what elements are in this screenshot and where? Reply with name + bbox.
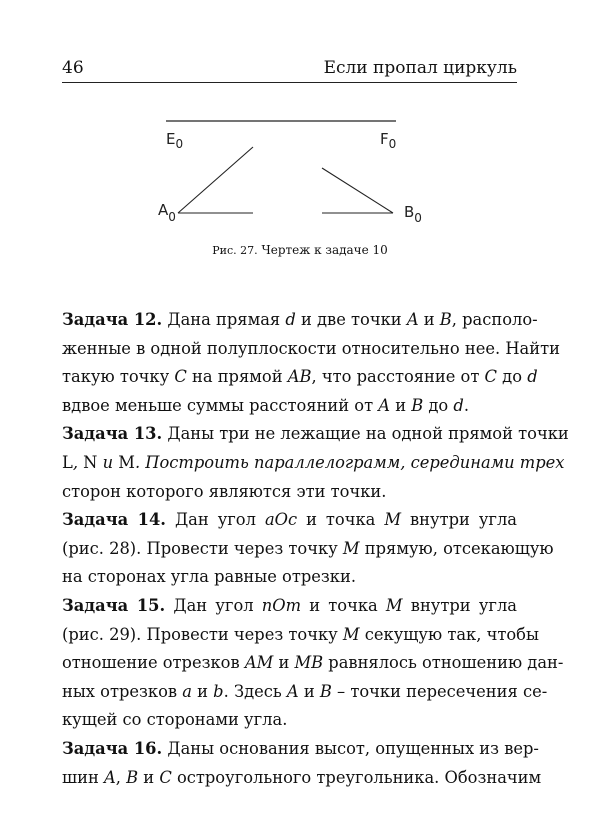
- math-symbol: M: [385, 595, 403, 615]
- math-symbol: ,: [72, 452, 84, 472]
- text-line: [62, 592, 517, 621]
- problem-16: [62, 735, 542, 792]
- text-run: отношение отрезков: [62, 653, 245, 673]
- text-run: ,: [115, 767, 127, 787]
- text-line: [62, 535, 554, 564]
- text-run: M: [118, 452, 135, 472]
- segment-a0-ray: [178, 147, 253, 213]
- text-run: внутри угла: [402, 595, 517, 615]
- construction-svg: [150, 110, 430, 230]
- text-run: , что расстояние от: [311, 367, 485, 387]
- text-line: [62, 649, 564, 678]
- math-symbol: A: [286, 681, 299, 701]
- math-symbol: B: [126, 767, 139, 787]
- figure-27-drawing: [150, 110, 430, 230]
- math-symbol: d: [453, 395, 464, 415]
- math-symbol: M: [384, 510, 402, 530]
- text-run: шин: [62, 767, 105, 787]
- label-f0: $F_0$: [380, 130, 397, 151]
- math-symbol: AM: [244, 653, 274, 673]
- text-run: женные в одной полуплоскости относительно нее. Найти: [62, 338, 560, 358]
- text-run: прямую, отсекающую: [359, 538, 554, 558]
- problems-text: [62, 306, 569, 792]
- text-line: [62, 706, 517, 735]
- caption-prefix: Рис. 27.: [212, 244, 258, 257]
- text-run: и: [390, 395, 412, 415]
- text-run: и точка: [297, 510, 385, 530]
- math-symbol: C: [484, 367, 497, 387]
- text-run: и две точки: [295, 310, 407, 329]
- caption-text: Чертеж к задаче 10: [261, 243, 388, 257]
- math-symbol: B: [411, 395, 424, 415]
- text-run: вдвое меньше суммы расстояний от: [62, 395, 379, 415]
- text-line: [62, 449, 565, 478]
- page-number: 46: [62, 58, 84, 78]
- text-run: до: [423, 395, 454, 415]
- text-run: кущей со сторонами угла.: [62, 710, 288, 730]
- math-symbol: d: [285, 310, 296, 329]
- problem-label: Задача 12.: [62, 310, 163, 329]
- math-symbol: M: [342, 624, 360, 644]
- math-symbol: A: [104, 767, 116, 787]
- text-run: внутри угла: [401, 510, 518, 530]
- text-run: и: [418, 310, 440, 329]
- text-line: [62, 306, 538, 335]
- text-line: [62, 335, 560, 364]
- math-symbol: C: [159, 767, 172, 787]
- running-title: Если пропал циркуль: [323, 58, 517, 78]
- figure-caption: [0, 243, 600, 257]
- text-line: [62, 420, 569, 449]
- problem-label: Задача 16.: [62, 738, 163, 758]
- math-symbol: и: [97, 452, 119, 472]
- text-run: и: [191, 681, 214, 701]
- text-run: Даны три не лежащие на одной прямой точки: [167, 424, 569, 444]
- text-run: Даны основания высот, опущенных из вер-: [167, 738, 539, 758]
- text-line: [62, 735, 539, 764]
- text-run: и точка: [301, 595, 386, 615]
- text-run: (рис. 29). Провести через точку: [62, 624, 343, 644]
- text-run: L: [62, 452, 73, 472]
- text-run: Дан угол: [173, 595, 262, 615]
- text-line: [62, 392, 517, 421]
- math-symbol: A: [378, 395, 391, 415]
- math-symbol: a: [182, 681, 192, 701]
- text-line: [62, 764, 542, 793]
- text-run: сторон которого являются эти точки.: [62, 481, 387, 501]
- problem-15: [62, 592, 564, 735]
- problem-12: [62, 306, 560, 420]
- text-line: [62, 363, 538, 392]
- problem-13: [62, 420, 569, 506]
- math-symbol: AB: [287, 367, 312, 387]
- text-line: [62, 478, 517, 507]
- text-run: Дана прямая: [167, 310, 286, 329]
- text-line: [62, 621, 539, 650]
- math-symbol: d: [527, 367, 538, 387]
- text-run: на сторонах угла равные отрезки.: [62, 567, 357, 587]
- label-a0: $A_0$: [158, 201, 176, 224]
- math-symbol: nOm: [261, 595, 302, 615]
- math-symbol: b: [213, 681, 224, 701]
- math-symbol: B: [439, 310, 452, 329]
- text-run: остроугольного треугольника. Обозначим: [171, 767, 542, 787]
- problem-14: [62, 506, 554, 592]
- text-run: и: [273, 653, 295, 673]
- text-run: такую точку: [62, 367, 175, 387]
- text-run: , располо-: [451, 310, 538, 329]
- label-b0: $B_0$: [404, 203, 422, 225]
- text-run: .: [463, 395, 470, 415]
- problem-label: Задача 15.: [62, 595, 166, 615]
- text-run: (рис. 28). Провести через точку: [62, 538, 343, 558]
- math-symbol: C: [174, 367, 187, 387]
- text-line: [62, 506, 517, 535]
- text-run: – точки пересечения се-: [331, 681, 548, 701]
- text-run: равнялось отношению дан-: [323, 653, 564, 673]
- math-symbol: M: [342, 538, 360, 558]
- math-symbol: B: [319, 681, 332, 701]
- text-run: и: [138, 767, 160, 787]
- math-symbol: A: [406, 310, 419, 329]
- running-header: [62, 56, 517, 83]
- text-run: . Здесь: [223, 681, 287, 701]
- text-run: ных отрезков: [62, 681, 183, 701]
- label-e0: $E_0$: [166, 130, 184, 151]
- text-line: [62, 678, 548, 707]
- math-symbol: MB: [294, 653, 324, 673]
- segment-b0-ray: [322, 168, 393, 213]
- text-run: Дан угол: [174, 510, 265, 530]
- text-run: до: [497, 367, 528, 387]
- problem-label: Задача 14.: [62, 510, 166, 530]
- text-run: на прямой: [186, 367, 288, 387]
- text-line: [62, 563, 517, 592]
- text-run: и: [298, 681, 320, 701]
- problem-label: Задача 13.: [62, 424, 163, 444]
- text-run: N: [83, 452, 98, 472]
- text-run: секущую так, чтобы: [359, 624, 539, 644]
- math-symbol: . Построить параллелограмм, серединами трех: [134, 452, 565, 472]
- math-symbol: aOc: [264, 510, 298, 530]
